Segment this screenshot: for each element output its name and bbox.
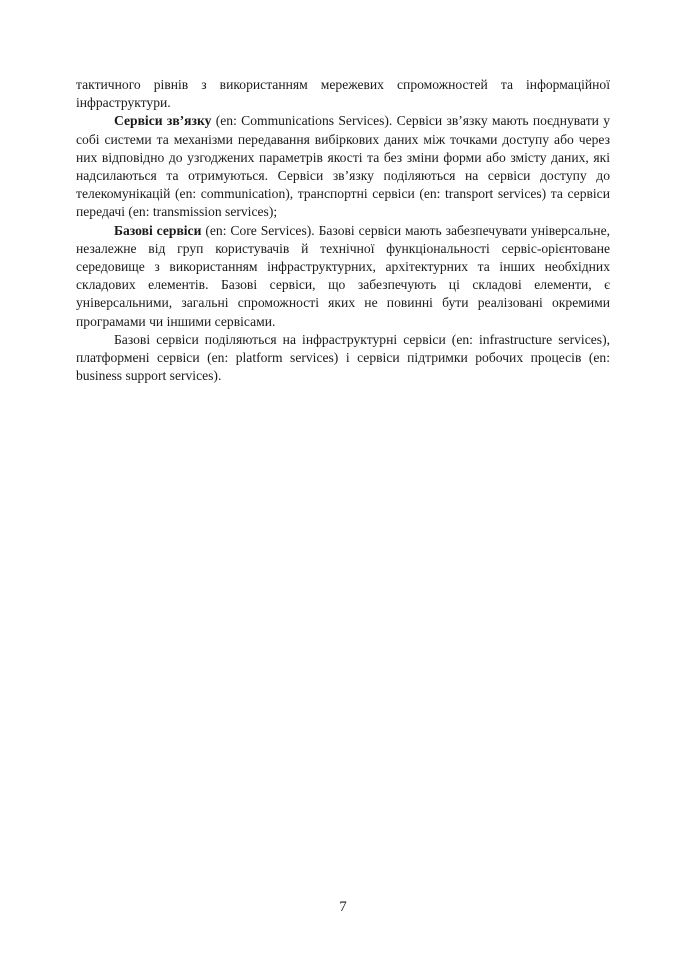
paragraph-communications-services [76, 112, 610, 221]
paragraph-core-services [76, 222, 610, 331]
paragraph-continuation [76, 76, 610, 112]
term-communications-services: Сервіси зв’язку [114, 113, 212, 129]
paragraph-text: (en: Core Services). Базові сервіси мають забезпечувати універсальне, незалежне від груп користувачів й технічної функціональності сервіс-орієнтоване середовище з використанням інфраструктурних, архітектурних та інших необхідних складових елементів. Базові сервіси, що забезпечують ці складові елементи, є універсальними, загальні спроможності яких не повинні бути реалізовані окремими програмами чи іншими сервісами. [76, 222, 611, 329]
term-core-services: Базові сервіси [114, 222, 202, 238]
paragraph-core-services-division [76, 331, 610, 386]
paragraph-text: (en: Communications Services). Сервіси зв’язку мають поєднувати у собі системи та механізми передавання вибіркових даних між точками доступу або через них відповідно до узгоджених параметрів якості та без зміни форми або змісту даних, які надсилаються та отримуються. Сервіси зв’язку поділяються на сервіси доступу до телекомунікацій (en: communication), транспортні сервіси (en: transport services) та сервіси передачі (en: transmission services); [76, 113, 611, 220]
page-number: 7 [339, 899, 347, 915]
body-text [76, 76, 610, 385]
paragraph-text: тактичного рівнів з використанням мережевих спроможностей та інформаційної інфраструктури. [76, 77, 610, 111]
paragraph-text: Базові сервіси поділяються на інфраструктурні сервіси (en: infrastructure services), платформені сервіси (en: platform services) і сервіси підтримки робочих процесів (en: business support services). [76, 331, 610, 384]
